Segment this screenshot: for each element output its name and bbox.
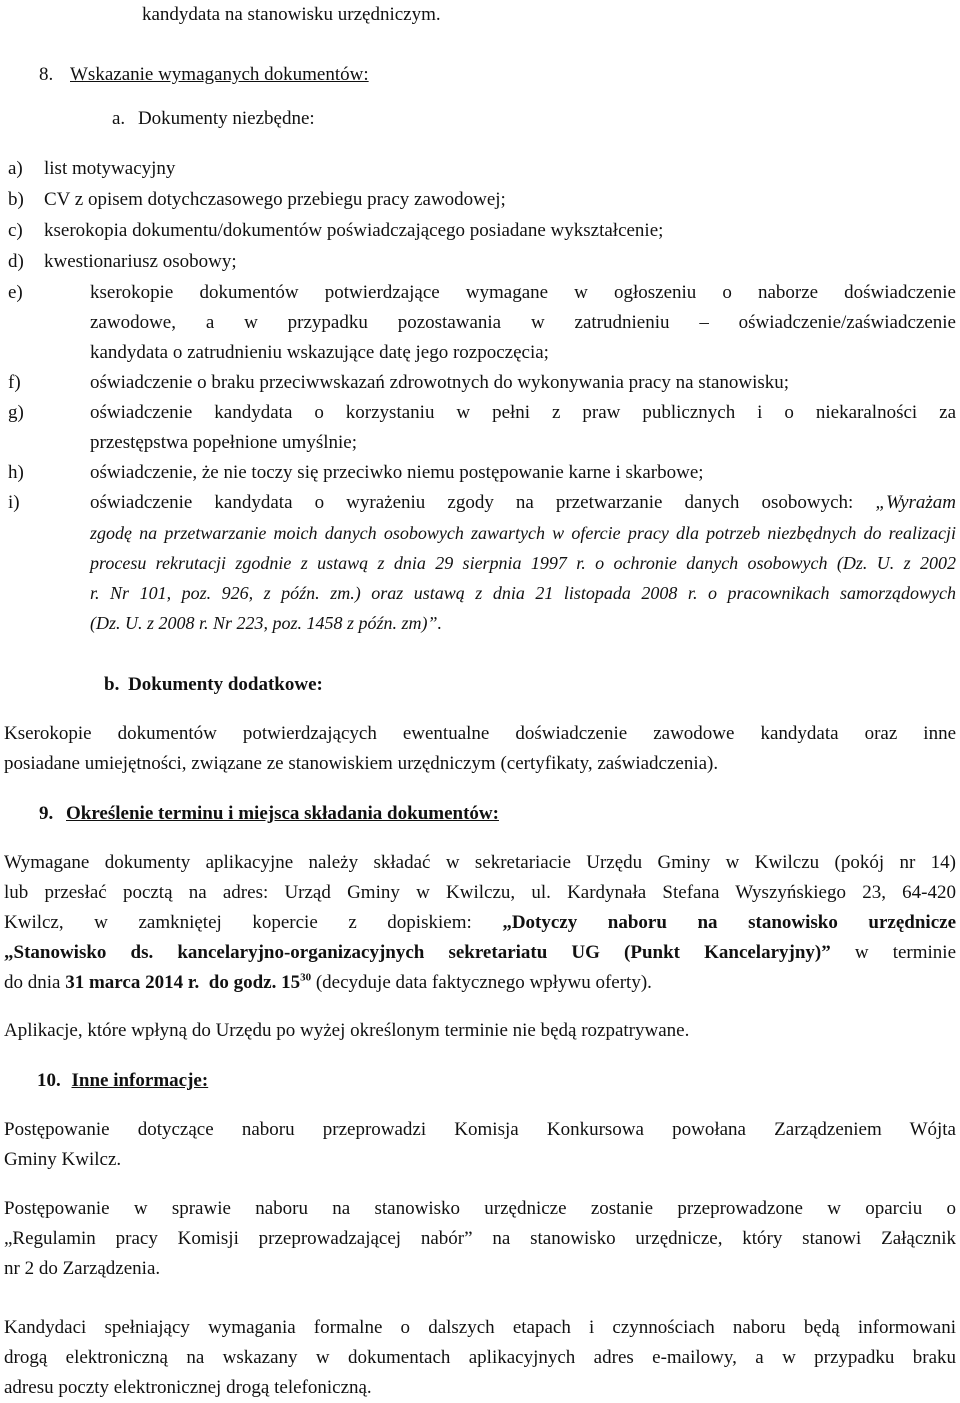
section-8-title: Wskazanie wymaganych dokumentów:: [70, 64, 369, 85]
envelope-label: „Dotyczy naboru na stanowisko urzędnicze: [502, 912, 957, 933]
section-9-number: 9.: [39, 803, 54, 824]
list-item-text: kwestionariusz osobowy;: [44, 251, 237, 272]
list-item-label: e): [8, 282, 23, 303]
list-item-label: d): [8, 251, 24, 272]
consent-text: (Dz. U. z 2008 r. Nr 223, poz. 1458 z późn. zm)”.: [90, 613, 443, 633]
info-paragraph-3: Kandydaci spełniający wymagania formalne o dalszych etapach i czynnościach naboru będą informowani: [4, 1317, 956, 1338]
info-paragraph-2: Postępowanie w sprawie naboru na stanowisko urzędnicze zostanie przeprowadzone w oparciu o: [4, 1198, 956, 1219]
list-item-text: przestępstwa popełnione umyślnie;: [90, 432, 357, 453]
list-item-label: g): [8, 402, 24, 423]
list-item-text: oświadczenie o braku przeciwwskazań zdrowotnych do wykonywania pracy na stanowisku;: [90, 372, 790, 393]
section-9-title: Określenie terminu i miejsca składania dokumentów:: [66, 803, 499, 824]
list-item-label: f): [8, 372, 21, 393]
list-item-text: oświadczenie, że nie toczy się przeciwko niemu postępowanie karne i skarbowe;: [90, 462, 704, 483]
submission-text: Wymagane dokumenty aplikacyjne należy składać w sekretariacie Urzędu Gminy w Kwilczu (pokój nr 14): [4, 852, 956, 873]
position-name: „Stanowisko ds. kancelaryjno-organizacyjnych sekretariatu UG (Punkt Kancelaryjny)”: [4, 942, 831, 963]
info-paragraph-3: adresu poczty elektronicznej drogą telefoniczną.: [4, 1377, 372, 1398]
subsection-b-label: b.: [104, 674, 120, 695]
deadline-pre: do dnia: [4, 972, 61, 993]
consent-quote-start: „Wyrażam: [875, 492, 957, 513]
list-item-text: zawodowe, a w przypadku pozostawania w zatrudnieniu – oświadczenie/zaświadczenie: [90, 312, 956, 333]
list-item-text: kserokopia dokumentu/dokumentów poświadczającego posiadane wykształcenie;: [44, 220, 664, 241]
extra-docs-text: posiadane umiejętności, związane ze stanowiskiem urzędniczym (certyfikaty, zaświadczenia).: [4, 753, 719, 774]
info-paragraph-1: Postępowanie dotyczące naboru przeprowadzi Komisja Konkursowa powołana Zarządzeniem Wójta: [4, 1119, 956, 1140]
consent-text: r. Nr 101, poz. 926, z późn. zm.) oraz ustawą z dnia 21 listopada 2008 r. o pracownikach samorządowych: [90, 583, 956, 603]
consent-text: procesu rekrutacji zgodnie z ustawą z dnia 29 sierpnia 1997 r. o ochronie danych osobowych (Dz. U. z 2002: [90, 553, 956, 573]
subsection-a-heading: [112, 106, 315, 132]
section-10-heading: [37, 1068, 208, 1094]
section-9-heading: [39, 801, 499, 827]
extra-docs-text: Kserokopie dokumentów potwierdzających ewentualne doświadczenie zawodowe kandydata oraz inne: [4, 723, 956, 744]
list-item-text: list motywacyjny: [44, 158, 176, 179]
submission-text: [4, 910, 956, 936]
info-paragraph-2: nr 2 do Zarządzenia.: [4, 1258, 161, 1279]
section-8-number: 8.: [39, 64, 54, 85]
section-10-number: 10.: [37, 1070, 61, 1091]
list-item-label: a): [8, 158, 23, 179]
subsection-a-label: a.: [112, 108, 126, 129]
submission-note: Kwilcz, w zamkniętej kopercie z dopiskiem:: [4, 912, 472, 933]
subsection-a-title: Dokumenty niezbędne:: [137, 108, 315, 129]
deadline-date: 31 marca 2014 r.: [65, 972, 200, 993]
list-item-text: CV z opisem dotychczasowego przebiegu pracy zawodowej;: [44, 189, 506, 210]
list-item-text: kandydata o zatrudnieniu wskazujące datę jego rozpoczęcia;: [90, 342, 549, 363]
consent-intro: oświadczenie kandydata o wyrażeniu zgody na przetwarzanie danych osobowych:: [90, 492, 854, 513]
section-8-heading: [39, 62, 369, 88]
subsection-b-title: Dokumenty dodatkowe:: [128, 674, 323, 695]
list-item-label: c): [8, 220, 23, 241]
deadline-hour: 15: [281, 972, 301, 993]
info-paragraph-3: drogą elektroniczną na wskazany w dokumentach aplikacyjnych adres e-mailowy, a w przypadku braku: [4, 1347, 956, 1368]
list-item-text: [90, 490, 956, 516]
section-10-title: Inne informacje:: [71, 1070, 209, 1091]
list-item-label: b): [8, 189, 24, 210]
deadline-note: (decyduje data faktycznego wpływu oferty).: [315, 972, 652, 993]
subsection-b-heading: [104, 672, 323, 698]
late-applications-note: Aplikacje, które wpłyną do Urzędu po wyżej określonym terminie nie będą rozpatrywane.: [4, 1020, 690, 1041]
submission-text: [4, 940, 956, 966]
info-paragraph-1: Gminy Kwilcz.: [4, 1149, 122, 1170]
deadline-minutes: 30: [300, 971, 312, 984]
deadline-line: [4, 970, 652, 996]
info-paragraph-2: „Regulamin pracy Komisji przeprowadzającej nabór” na stanowisko urzędnicze, który stanowi Załącznik: [4, 1228, 956, 1249]
submission-text: lub przesłać pocztą na adres: Urząd Gminy w Kwilczu, ul. Kardynała Stefana Wyszyńskiego 23, 64-420: [4, 882, 956, 903]
intro-tail: kandydata na stanowisku urzędniczym.: [142, 4, 441, 25]
list-item-label: i): [8, 492, 20, 513]
list-item-text: oświadczenie kandydata o korzystaniu w pełni z praw publicznych i o niekaralności za: [90, 402, 956, 423]
list-item-label: h): [8, 462, 24, 483]
consent-text: zgodę na przetwarzanie moich danych osobowych zawartych w ofercie pracy dla potrzeb niezbędnych do realizacji: [90, 523, 956, 543]
list-item-text: kserokopie dokumentów potwierdzające wymagane w ogłoszeniu o naborze doświadczenie: [90, 282, 956, 303]
deadline-intro: w terminie: [854, 942, 957, 963]
deadline-hour-label: do godz.: [208, 972, 277, 993]
